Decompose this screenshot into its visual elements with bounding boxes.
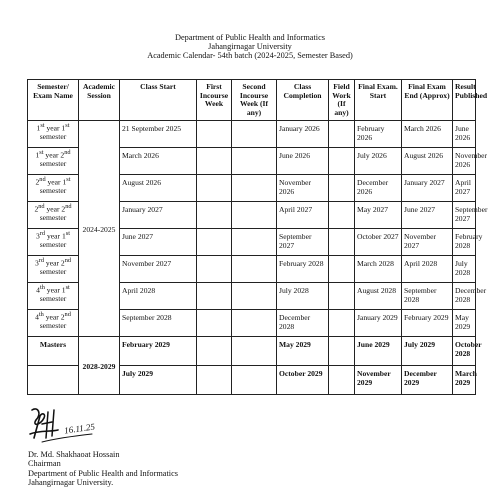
final-exam-start-cell: February 2026: [355, 121, 402, 148]
column-header: Final Exam. Start: [355, 80, 402, 121]
result-published-cell: February 2028: [453, 229, 476, 256]
final-exam-start-cell: October 2027: [355, 229, 402, 256]
class-start-cell: April 2028: [120, 283, 197, 310]
class-start-cell: February 2029: [120, 337, 197, 366]
field-work-cell: [329, 337, 355, 366]
column-header: Result Published: [453, 80, 476, 121]
semester-cell: Masters: [28, 337, 79, 366]
column-header: Class Start: [120, 80, 197, 121]
semester-cell: 2nd year 2nd semester: [28, 202, 79, 229]
final-exam-start-cell: December 2026: [355, 175, 402, 202]
result-published-cell: September 2027: [453, 202, 476, 229]
final-exam-end-cell: March 2026: [402, 121, 453, 148]
class-start-cell: November 2027: [120, 256, 197, 283]
final-exam-end-cell: November 2027: [402, 229, 453, 256]
result-published-cell: March 2029: [453, 366, 476, 395]
column-header: Field Work (If any): [329, 80, 355, 121]
second-incourse-cell: [232, 148, 277, 175]
semester-cell: 2nd year 1st semester: [28, 175, 79, 202]
final-exam-end-cell: July 2029: [402, 337, 453, 366]
column-header: Final Exam End (Approx): [402, 80, 453, 121]
document-header: [0, 33, 500, 61]
column-header: Academic Session: [79, 80, 120, 121]
calendar-title: Academic Calendar- 54th batch (2024-2025, Semester Based): [147, 51, 353, 61]
semester-cell: 4th year 1st semester: [28, 283, 79, 310]
table-row-masters: [28, 337, 476, 366]
final-exam-end-cell: June 2027: [402, 202, 453, 229]
first-incourse-cell: [197, 283, 232, 310]
final-exam-end-cell: February 2029: [402, 310, 453, 337]
result-published-cell: December 2028: [453, 283, 476, 310]
first-incourse-cell: [197, 366, 232, 395]
class-completion-cell: February 2028: [277, 256, 329, 283]
signature-block: [28, 450, 178, 487]
second-incourse-cell: [232, 337, 277, 366]
first-incourse-cell: [197, 337, 232, 366]
academic-calendar-table: [27, 79, 488, 395]
second-incourse-cell: [232, 121, 277, 148]
signatory-name: Dr. Md. Shakhaoat Hossain: [28, 450, 120, 459]
field-work-cell: [329, 366, 355, 395]
second-incourse-cell: [232, 175, 277, 202]
class-completion-cell: December 2028: [277, 310, 329, 337]
result-published-cell: May 2029: [453, 310, 476, 337]
final-exam-end-cell: December 2029: [402, 366, 453, 395]
final-exam-start-cell: May 2027: [355, 202, 402, 229]
field-work-cell: [329, 148, 355, 175]
column-header: First Incourse Week: [197, 80, 232, 121]
class-start-cell: January 2027: [120, 202, 197, 229]
final-exam-end-cell: January 2027: [402, 175, 453, 202]
final-exam-start-cell: November 2029: [355, 366, 402, 395]
column-header: Semester/ Exam Name: [28, 80, 79, 121]
final-exam-start-cell: August 2028: [355, 283, 402, 310]
class-completion-cell: July 2028: [277, 283, 329, 310]
final-exam-start-cell: July 2026: [355, 148, 402, 175]
second-incourse-cell: [232, 256, 277, 283]
class-completion-cell: October 2029: [277, 366, 329, 395]
class-completion-cell: September 2027: [277, 229, 329, 256]
column-header: Class Completion: [277, 80, 329, 121]
class-start-cell: August 2026: [120, 175, 197, 202]
second-incourse-cell: [232, 229, 277, 256]
class-start-cell: March 2026: [120, 148, 197, 175]
result-published-cell: October 2028: [453, 337, 476, 366]
class-completion-cell: June 2026: [277, 148, 329, 175]
university-name: Jahangirnagar University: [208, 42, 292, 52]
class-start-cell: 21 September 2025: [120, 121, 197, 148]
field-work-cell: [329, 229, 355, 256]
semester-cell: 3rd year 2nd semester: [28, 256, 79, 283]
second-incourse-cell: [232, 283, 277, 310]
result-published-cell: July 2028: [453, 256, 476, 283]
first-incourse-cell: [197, 202, 232, 229]
field-work-cell: [329, 283, 355, 310]
academic-session-cell: 2024-2025: [79, 121, 120, 337]
semester-cell: 1st year 2nd semester: [28, 148, 79, 175]
table-header-row: [28, 80, 476, 121]
first-incourse-cell: [197, 256, 232, 283]
signatory-department: Department of Public Health and Informatics: [28, 468, 178, 478]
field-work-cell: [329, 202, 355, 229]
final-exam-end-cell: August 2026: [402, 148, 453, 175]
result-published-cell: April 2027: [453, 175, 476, 202]
field-work-cell: [329, 175, 355, 202]
class-completion-cell: November 2026: [277, 175, 329, 202]
first-incourse-cell: [197, 229, 232, 256]
final-exam-end-cell: April 2028: [402, 256, 453, 283]
table-row: [28, 121, 476, 148]
class-completion-cell: April 2027: [277, 202, 329, 229]
result-published-cell: June 2026: [453, 121, 476, 148]
semester-cell: 1st year 1st semester: [28, 121, 79, 148]
final-exam-start-cell: March 2028: [355, 256, 402, 283]
signatory-title: Chairman: [28, 459, 61, 469]
semester-cell-empty: [28, 366, 79, 395]
signature-date: 16.11.25: [63, 421, 96, 436]
class-start-cell: September 2028: [120, 310, 197, 337]
final-exam-start-cell: June 2029: [355, 337, 402, 366]
class-completion-cell: May 2029: [277, 337, 329, 366]
second-incourse-cell: [232, 202, 277, 229]
department-title: Department of Public Health and Informatics: [175, 33, 325, 42]
first-incourse-cell: [197, 310, 232, 337]
class-start-cell: July 2029: [120, 366, 197, 395]
semester-cell: 3rd year 1st semester: [28, 229, 79, 256]
final-exam-start-cell: January 2029: [355, 310, 402, 337]
handwritten-signature: [28, 404, 96, 446]
field-work-cell: [329, 256, 355, 283]
final-exam-end-cell: September 2028: [402, 283, 453, 310]
class-start-cell: June 2027: [120, 229, 197, 256]
first-incourse-cell: [197, 175, 232, 202]
semester-cell: 4th year 2nd semester: [28, 310, 79, 337]
class-completion-cell: January 2026: [277, 121, 329, 148]
second-incourse-cell: [232, 366, 277, 395]
field-work-cell: [329, 310, 355, 337]
result-published-cell: November 2026: [453, 148, 476, 175]
first-incourse-cell: [197, 121, 232, 148]
column-header: Second Incourse Week (If any): [232, 80, 277, 121]
second-incourse-cell: [232, 310, 277, 337]
academic-session-cell: 2028-2029: [79, 337, 120, 395]
first-incourse-cell: [197, 148, 232, 175]
signatory-university: Jahangirnagar University.: [28, 477, 114, 487]
field-work-cell: [329, 121, 355, 148]
